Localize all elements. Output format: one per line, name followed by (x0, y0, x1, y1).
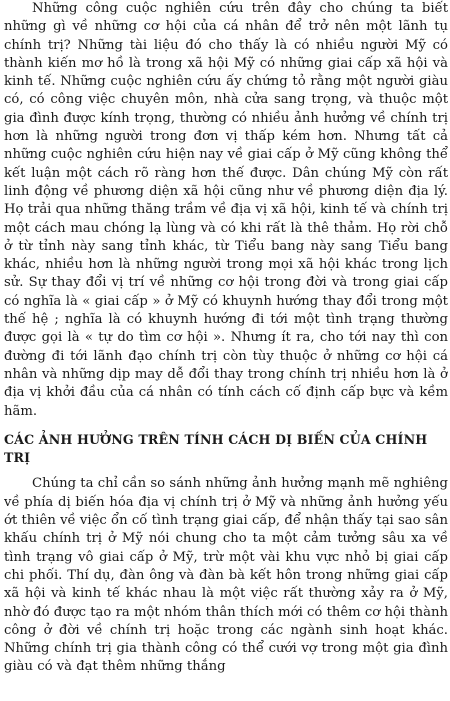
body-paragraph-1: Những công cuộc nghiên cứu trên đây cho chúng ta biết những gì về những cơ hội của cá nhân để trở nên một lãnh tụ chính trị? Những tài liệu đó cho thấy là có nhiều người Mỹ có thành kiến mơ hồ là trong xã hội Mỹ có những giai cấp xã hội và kinh tế. Những cuộc nghiên cứu ấy chứng tỏ rằng một người giàu có, có công việc chuyên môn, nhà cửa sang trọng, và thuộc một gia đình được kính trọng, thường có nhiều ảnh hưởng về chính trị hơn là những người trong đơn vị thấp kém hơn. Nhưng tất cả những cuộc nghiên cứu hiện nay về giai cấp ở Mỹ cũng không thể kết luận một cách rõ ràng hơn thế được. Dân chúng Mỹ còn rất linh động về phương diện xã hội cũng như về phương diện địa lý. Họ trải qua những thăng trầm về địa vị xã hội, kinh tế và chính trị một cách mau chóng lạ lùng và có khi rất là thê thảm. Họ rời chỗ ở từ tỉnh này sang tỉnh khác, từ Tiểu bang này sang Tiểu bang khác, nhiều hơn là những người trong mọi xã hội khác trong lịch sử. Sự thay đổi vị trí về những cơ hội trong đời và trong giai cấp có nghĩa là « giai cấp » ở Mỹ có khuynh hướng thay đổi trong một thế hệ ; nghĩa là có khuynh hướng đi tới một tình trạng thường được gọi là « tự do tìm cơ hội ». Nhưng ít ra, cho tới nay thì con đường đi tới lãnh đạo chính trị còn tùy thuộc ở những cơ hội cá nhân và những dịp may dễ đổi thay trong chính trị nhiều hơn là ở địa vị khởi đầu của cá nhân có tính cách cố định cấp bực và kềm hãm. (4, 1, 448, 419)
document-page (4, 0, 448, 701)
section-heading: CÁC ẢNH HƯỞNG TRÊN TÍNH CÁCH DỊ BIẾN CỦA CHÍNH TRỊ (4, 431, 428, 466)
body-paragraph-2: Chúng ta chỉ cần so sánh những ảnh hưởng mạnh mẽ nghiêng về phía dị biến hóa địa vị chính trị ở Mỹ và những ảnh hưởng yếu ớt thiên về việc ổn cố tình trạng giai cấp, để nhận thấy tại sao sân khấu chính trị ở Mỹ nói chung cho ta một cảm tưởng sâu xa về tình trạng vô giai cấp ở Mỹ, trừ một vài khu vực nhỏ bị giai cấp chi phối. Thí dụ, đàn ông và đàn bà kết hôn trong những giai cấp xã hội và kinh tế khác nhau là một việc rất thường xảy ra ở Mỹ, nhờ đó được tạo ra một nhóm thân thích mới có thêm cơ hội thành công ở đời về chính trị hoặc trong các ngành sinh hoạt khác. Những chính trị gia thành công có thể cưới vợ trong một gia đình giàu có và đạt thêm những thắng (4, 476, 448, 675)
